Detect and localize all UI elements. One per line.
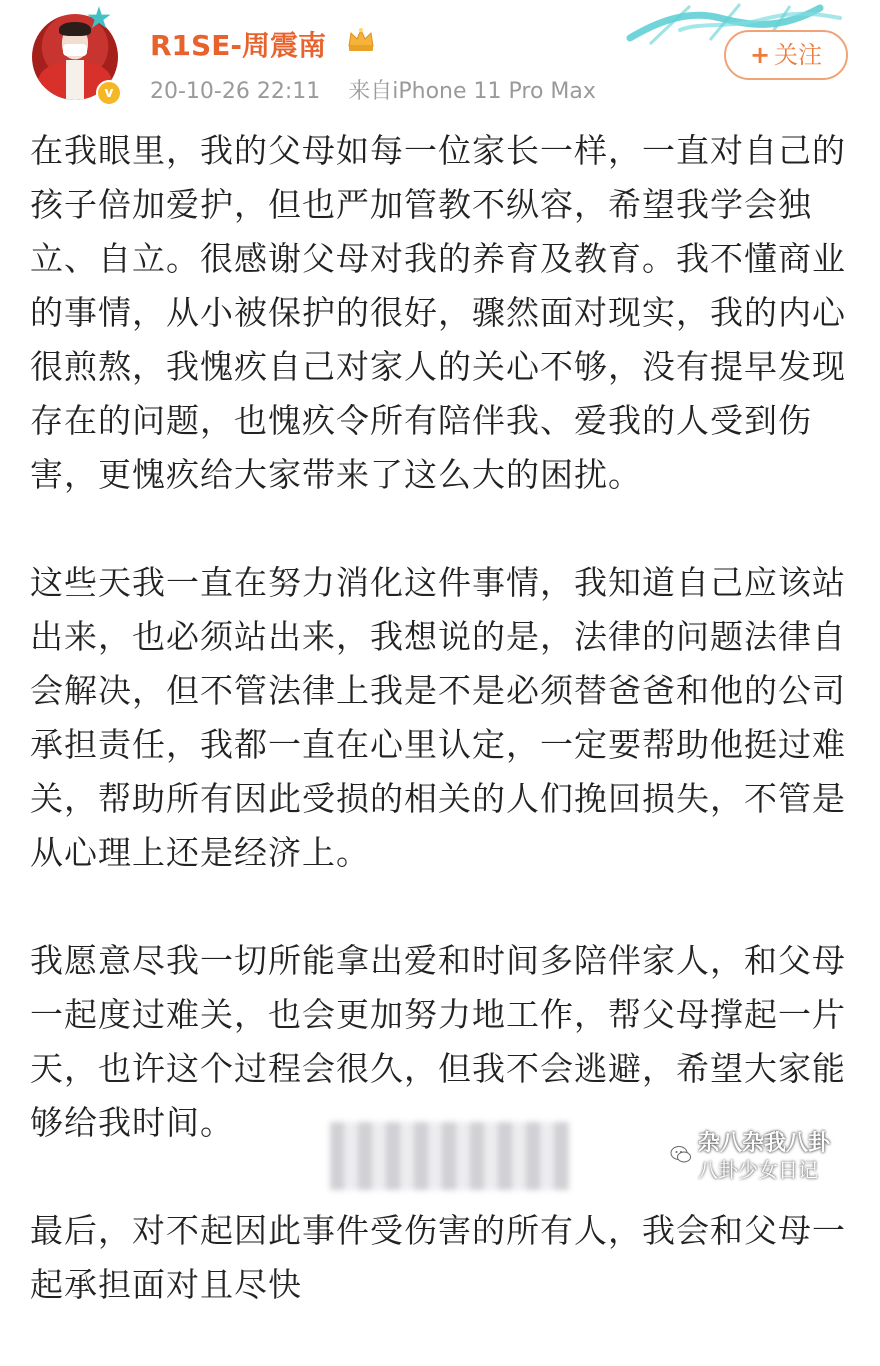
watermark xyxy=(676,1128,872,1184)
post-meta xyxy=(150,74,596,105)
follow-button[interactable] xyxy=(724,30,848,80)
avatar-shirt xyxy=(66,60,84,100)
username[interactable]: R1SE-周震南 xyxy=(150,29,326,62)
paragraph-4: 最后，对不起因此事件受伤害的所有人，我会和父母一起承担面对且尽快 xyxy=(30,1211,846,1304)
post-header xyxy=(0,0,880,118)
paragraph-3: 我愿意尽我一切所能拿出爱和时间多陪伴家人，和父母一起度过难关，也会更加努力地工作，帮父母撑起一片天，也许这个过程会很久，但我不会逃避，希望大家能够给我时间。 xyxy=(30,941,846,1142)
follow-label: 关注 xyxy=(774,41,823,69)
avatar-mask xyxy=(63,44,87,56)
plus-icon: + xyxy=(749,41,771,69)
crown-icon xyxy=(346,26,376,54)
timestamp: 20-10-26 22:11 xyxy=(150,79,321,104)
post-source[interactable]: 来自iPhone 11 Pro Max xyxy=(348,79,596,104)
watermark-title: 杂八杂我八卦 xyxy=(698,1131,831,1156)
wechat-icon xyxy=(670,1144,692,1166)
blurred-region xyxy=(330,1122,570,1190)
watermark-subtitle: 八卦少女日记 xyxy=(698,1158,818,1182)
paragraph-1: 在我眼里，我的父母如每一位家长一样，一直对自己的孩子倍加爱护，但也严加管教不纵容，希望我学会独立、自立。很感谢父母对我的养育及教育。我不懂商业的事情，从小被保护的很好，骤然面对现实，我的内心很煎熬，我愧疚自己对家人的关心不够，没有提早发现存在的问题，也愧疚令所有陪伴我、爱我的人受到伤害，更愧疚给大家带来了这么大的困扰。 xyxy=(30,131,846,494)
paragraph-2: 这些天我一直在努力消化这件事情，我知道自己应该站出来，也必须站出来，我想说的是，法律的问题法律自会解决，但不管法律上我是不是必须替爸爸和他的公司承担责任，我都一直在心里认定，一定要帮助他挺过难关，帮助所有因此受损的相关的人们挽回损失，不管是从心理上还是经济上。 xyxy=(30,563,846,872)
verified-badge-icon: v xyxy=(96,80,122,106)
star-decoration-icon: ★ xyxy=(85,1,113,36)
